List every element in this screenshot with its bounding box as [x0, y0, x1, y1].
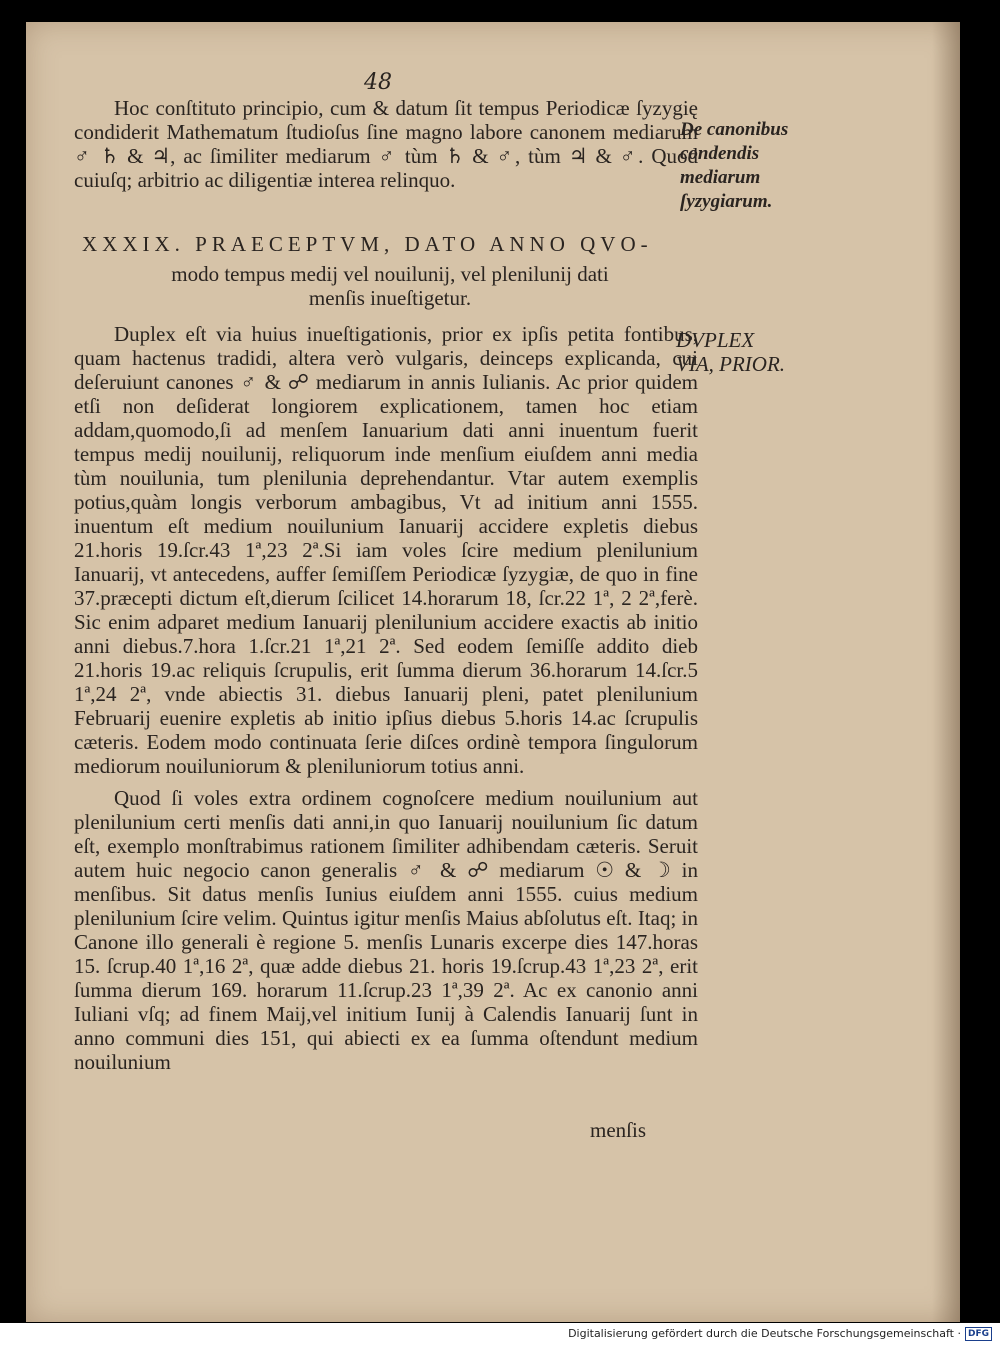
page-edge-shadow [932, 22, 960, 1322]
footer-text: Digitalisierung gefördert durch die Deutsche Forschungsgemeinschaft · [568, 1327, 961, 1340]
main-text-top [74, 96, 698, 200]
paragraph-2: Duplex eſt via huius inueſtigationis, prior ex ipſis petita fontibus, quam hactenus tradidi, altera verò vulgaris, deinceps explicanda, cui deſeruiunt canones ♂ & ☍ mediarum in annis Iulianis. Ac prior quidem etſi non deſiderat longiorem explicationem, tamen hoc etiam addam,quomodo,ſi ad menſem Ianuarium dati anni inuentum fuerit tempus medij nouilunij, reliquorum inde menſium eiuſdem anni media tùm nouilunia, tum plenilunia deprehendantur. Vtar autem exemplis potius,quàm longis verborum ambagibus, Vt ad initium anni 1555. inuentum eſt medium nouilunium Ianuarij accidere expletis diebus 21.horis 19.ſcr.43 1ª,23 2ª.Si iam voles ſcire medium plenilunium Ianuarij, vt antecedens, auffer ſemiſſem Periodicæ ſyzygiæ, de quo in fine 37.præcepti dictum eſt,dierum ſcilicet 14.horarum 18, ſcr.22 1ª, 2 2ª,ferè. Sic enim adparet medium Ianuarij plenilunium accidere exactis ab initio anni diebus.7.hora 1.ſcr.21 1ª,21 2ª. Sed eodem ſemiſſe addito dieb 21.horis 19.ac reliquis ſcrupulis, erit ſumma dierum 36.horarum 14.ſcr.5 1ª,24 2ª, vnde abiectis 31. diebus Ianuarij pleni, patet plenilunium Februarij euenire expletis ab initio ipſius diebus 5.horis 14.ac ſcrupulis cæteris. Eodem modo continuata ſerie diſces ordinè tempora ſingulorum mediorum nouiluniorum & pleniluniorum totius anni. [74, 322, 698, 778]
main-text-body [74, 322, 698, 1074]
paragraph-3: Quod ſi voles extra ordinem cognoſcere medium nouilunium aut plenilunium certi menſis dati anni,in quo Ianuarij nouilunium ſic datum eſt, exemplo monſtrabimus rationem ſimiliter adhibendam cæteris. Seruit autem huic negocio canon generalis ♂ & ☍ mediarum ☉ & ☽ in menſibus. Sit datus menſis Iunius eiuſdem anni 1555. cuius medium plenilunium ſcire velim. Quintus igitur menſis Maius abſolutus eſt. Itaq; in Canone illo generali è regione 5. menſis Lunaris excerpe dies 147.horas 15. ſcrup.40 1ª,16 2ª, quæ adde diebus 21. horis 19.ſcrup.43 1ª,23 2ª, erit ſumma dierum 169. horarum 11.ſcrup.23 1ª,39 2ª. Ac ex canonio anni Iuliani vſq; ad finem Maij,vel initium Iunij à Calendis Ianuarij ſunt in anno communi dies 151, qui abiecti ex ea ſumma oſtendunt medium nouilunium [74, 786, 698, 1074]
paragraph-1: Hoc conſtituto principio, cum & datum ſit tempus Periodicæ ſyzygię condiderit Mathematum ſtudioſus ſine magno labore canonem mediarum ♂ ♄ & ♃, ac ſimiliter mediarum ♂ tùm ♄ & ♂, tùm ♃ & ♂. Quod cuiuſq; arbitrio ac diligentiæ interea relinquo. [74, 96, 698, 192]
margin-note-duplex: DVPLEX VIA, PRIOR. [676, 328, 786, 376]
catchword: menſis [590, 1118, 646, 1142]
footer-bar [0, 1323, 1000, 1345]
page-number: 48 [364, 70, 392, 95]
chapter-subheading: modo tempus medij vel nouilunij, vel plenilunij dati menſis inueſtigetur. [171, 262, 609, 310]
margin-note-canons: De canonibus condendis mediarum ſyzygiarum. [680, 119, 789, 212]
dfg-logo: DFG [965, 1327, 992, 1341]
chapter-heading: XXXIX. PRAECEPTVM, DATO ANNO QVO- [82, 232, 653, 256]
